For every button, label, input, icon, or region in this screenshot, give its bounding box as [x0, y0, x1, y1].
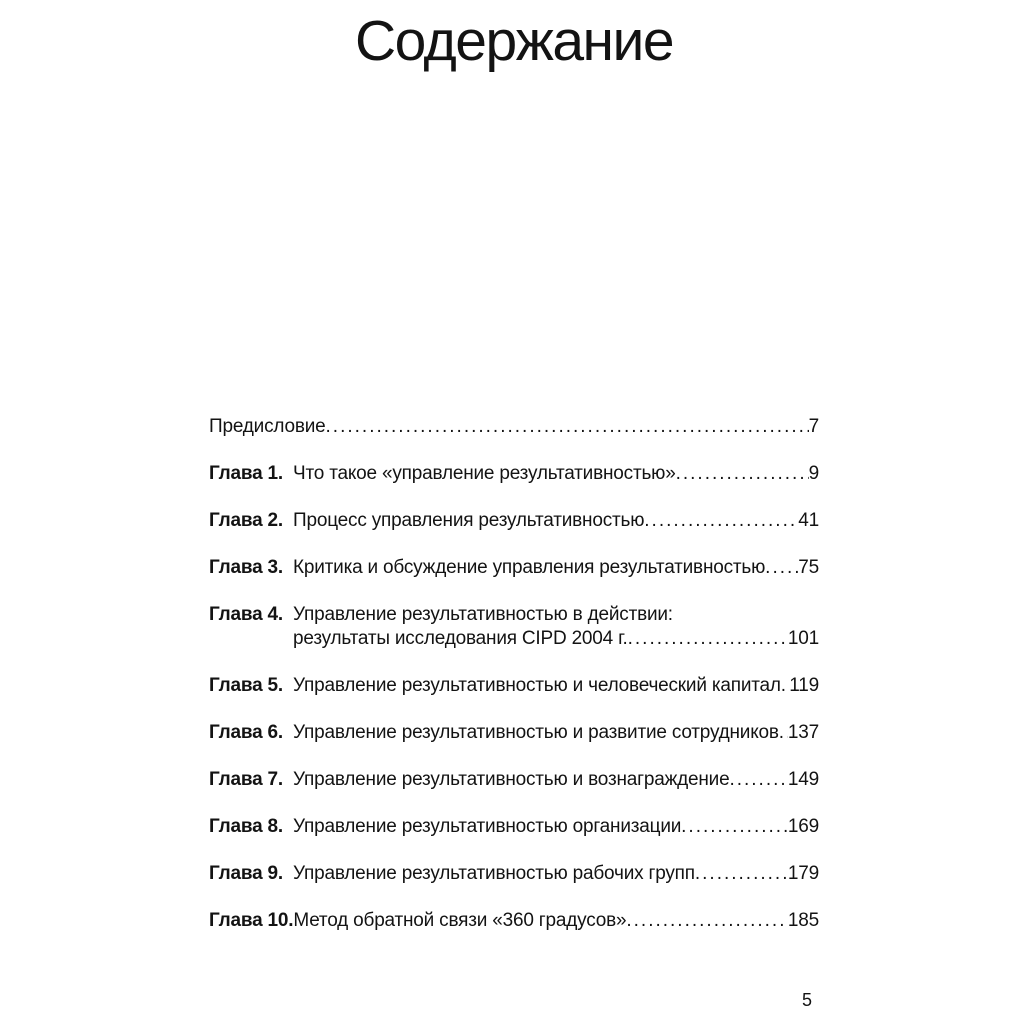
entry-title: Управление результативностью и развитие сотрудников	[293, 722, 779, 743]
dot-leader	[779, 721, 788, 745]
entry-page-number: 119	[789, 675, 819, 696]
toc-entry	[209, 556, 819, 580]
chapter-label: Глава 6.	[209, 722, 283, 743]
table-of-contents	[209, 415, 819, 956]
entry-title: Управление результативностью и вознаграждение	[293, 769, 730, 790]
dot-leader	[729, 768, 787, 792]
chapter-label: Глава 4.	[209, 604, 283, 625]
entry-page-number: 169	[787, 816, 819, 837]
chapter-label: Глава 9.	[209, 863, 283, 884]
dot-leader	[781, 674, 790, 698]
toc-entry-two-line	[209, 603, 819, 651]
entry-title: Предисловие	[209, 416, 326, 437]
entry-page-number: 75	[798, 557, 819, 578]
toc-entry	[209, 674, 819, 698]
dot-leader	[326, 415, 809, 439]
dot-leader	[681, 815, 788, 839]
dot-leader	[765, 556, 798, 580]
toc-entry	[209, 721, 819, 745]
entry-page-number: 179	[787, 863, 819, 884]
toc-entry	[209, 815, 819, 839]
dot-leader	[676, 462, 809, 486]
page-title: Содержание	[354, 9, 674, 73]
entry-title: Управление результативностью рабочих групп	[293, 863, 695, 884]
entry-page-number: 101	[787, 628, 819, 649]
entry-title: Управление результативностью организации	[293, 816, 682, 837]
chapter-label: Глава 5.	[209, 675, 283, 696]
entry-title-line2-row	[293, 627, 819, 651]
chapter-label: Глава 10.	[209, 910, 294, 931]
dot-leader	[626, 909, 788, 933]
entry-page-number: 7	[808, 416, 819, 437]
chapter-label: Глава 1.	[209, 463, 283, 484]
toc-entry-preface	[209, 415, 819, 439]
entry-page-number: 185	[787, 910, 819, 931]
toc-entry	[209, 509, 819, 533]
entry-title: Метод обратной связи «360 градусов»	[293, 910, 627, 931]
entry-title-line2: результаты исследования CIPD 2004 г.	[293, 628, 628, 649]
entry-title-block	[293, 603, 819, 651]
entry-page-number: 137	[787, 722, 819, 743]
page-number: 5	[801, 990, 812, 1010]
toc-entry	[209, 462, 819, 486]
chapter-label: Глава 2.	[209, 510, 283, 531]
entry-title: Процесс управления результативностью	[293, 510, 645, 531]
chapter-label: Глава 8.	[209, 816, 283, 837]
entry-title: Критика и обсуждение управления результативностью	[293, 557, 766, 578]
dot-leader	[628, 627, 788, 651]
chapter-label: Глава 7.	[209, 769, 283, 790]
entry-page-number: 41	[798, 510, 819, 531]
entry-title: Что такое «управление результативностью»	[293, 463, 676, 484]
entry-title: Управление результативностью и человеческий капитал	[293, 675, 781, 696]
toc-entry	[209, 862, 819, 886]
entry-page-number: 9	[808, 463, 819, 484]
entry-title-line1: Управление результативностью в действии:	[293, 604, 673, 625]
toc-entry	[209, 909, 819, 933]
dot-leader	[695, 862, 788, 886]
dot-leader	[644, 509, 798, 533]
chapter-label: Глава 3.	[209, 557, 283, 578]
toc-entry	[209, 768, 819, 792]
entry-page-number: 149	[787, 769, 819, 790]
